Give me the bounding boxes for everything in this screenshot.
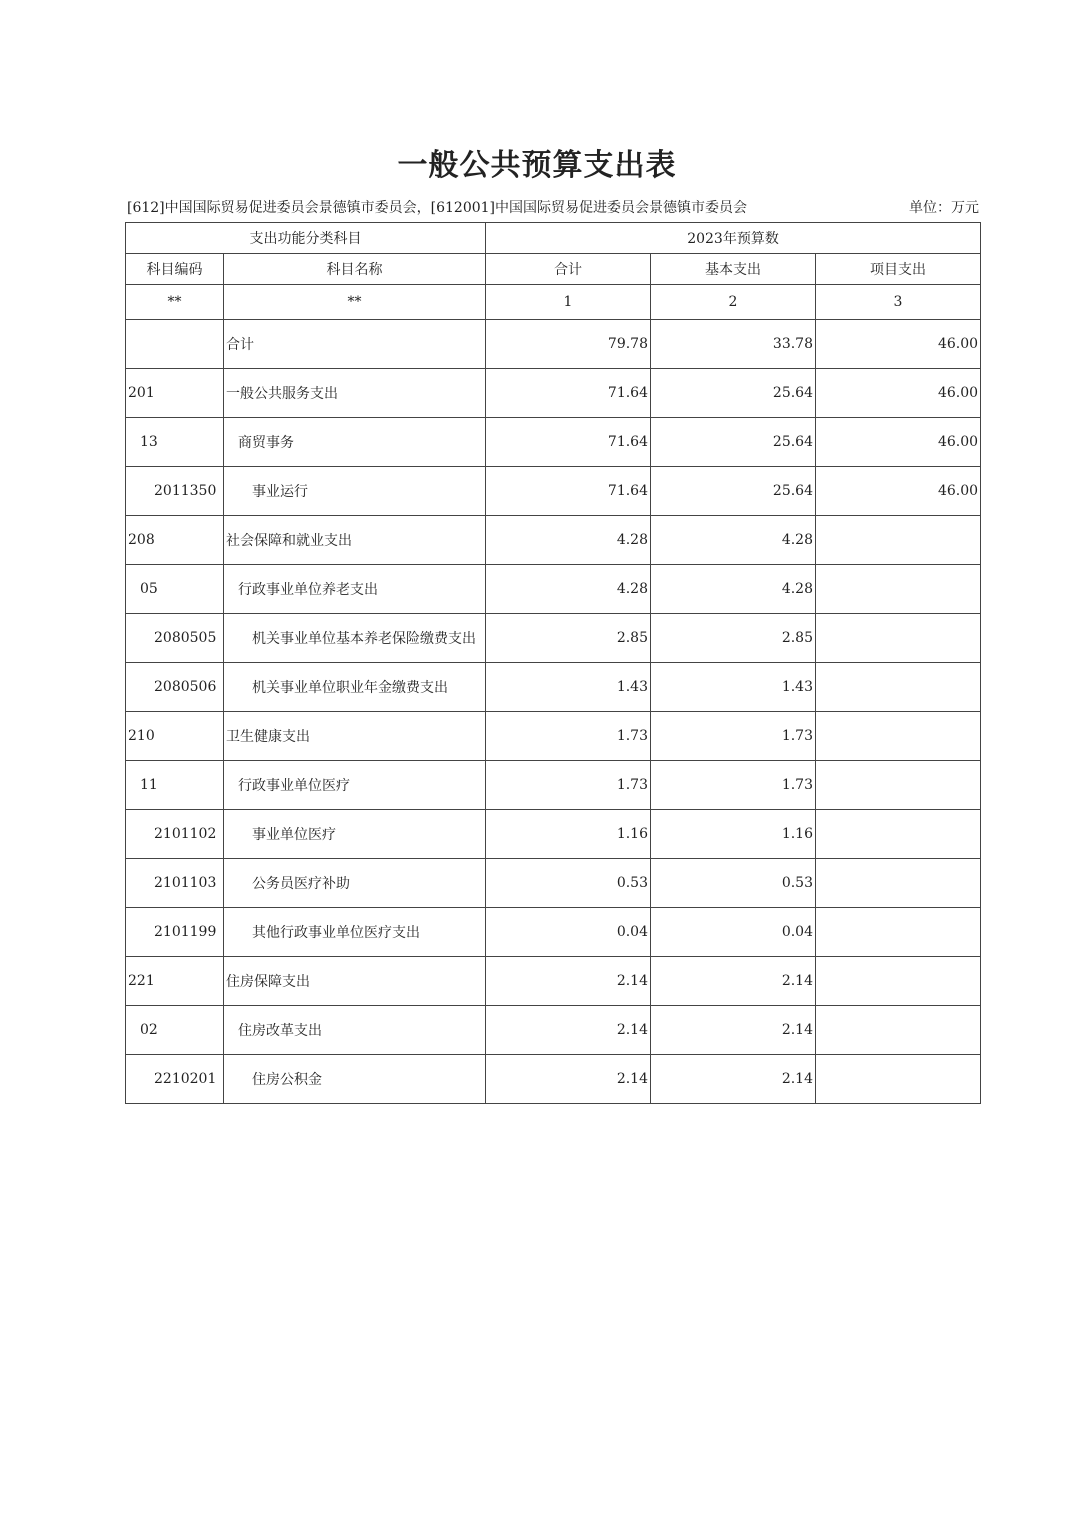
index-total: 1 <box>486 285 651 320</box>
table-row <box>126 859 981 908</box>
cell-project: 46.00 <box>816 320 981 369</box>
cell-total: 71.64 <box>486 467 651 516</box>
budget-table <box>125 222 981 1104</box>
index-code: ** <box>126 285 224 320</box>
header-code: 科目编码 <box>126 254 224 285</box>
cell-code: 2101102 <box>126 810 224 859</box>
cell-total: 79.78 <box>486 320 651 369</box>
cell-project <box>816 565 981 614</box>
table-row <box>126 810 981 859</box>
cell-project <box>816 908 981 957</box>
cell-project: 46.00 <box>816 418 981 467</box>
header-row-index <box>126 285 981 320</box>
header-row-columns <box>126 254 981 285</box>
cell-name: 社会保障和就业支出 <box>224 516 486 565</box>
cell-name: 机关事业单位职业年金缴费支出 <box>224 663 486 712</box>
cell-project <box>816 663 981 712</box>
index-project: 3 <box>816 285 981 320</box>
page-title: 一般公共预算支出表 <box>397 148 677 183</box>
cell-code: 210 <box>126 712 224 761</box>
cell-name: 其他行政事业单位医疗支出 <box>224 908 486 957</box>
table-row <box>126 467 981 516</box>
cell-name: 住房公积金 <box>224 1055 486 1104</box>
cell-code: 13 <box>126 418 224 467</box>
header-budget-year: 2023年预算数 <box>486 223 981 254</box>
cell-total: 0.04 <box>486 908 651 957</box>
cell-total: 2.85 <box>486 614 651 663</box>
cell-project: 46.00 <box>816 467 981 516</box>
cell-code <box>126 320 224 369</box>
header-name: 科目名称 <box>224 254 486 285</box>
cell-name: 一般公共服务支出 <box>224 369 486 418</box>
cell-basic: 25.64 <box>651 467 816 516</box>
cell-basic: 2.14 <box>651 957 816 1006</box>
cell-project <box>816 614 981 663</box>
subtitle-line <box>127 195 979 219</box>
cell-code: 221 <box>126 957 224 1006</box>
header-project: 项目支出 <box>816 254 981 285</box>
cell-total: 2.14 <box>486 957 651 1006</box>
cell-code: 2101199 <box>126 908 224 957</box>
cell-project: 46.00 <box>816 369 981 418</box>
cell-code: 2011350 <box>126 467 224 516</box>
cell-total: 71.64 <box>486 369 651 418</box>
cell-code: 05 <box>126 565 224 614</box>
table-row <box>126 663 981 712</box>
cell-total: 1.16 <box>486 810 651 859</box>
index-name: ** <box>224 285 486 320</box>
table-row <box>126 761 981 810</box>
header-function-class: 支出功能分类科目 <box>126 223 486 254</box>
table-row <box>126 1006 981 1055</box>
cell-total: 2.14 <box>486 1055 651 1104</box>
cell-basic: 25.64 <box>651 418 816 467</box>
cell-name: 事业运行 <box>224 467 486 516</box>
index-basic: 2 <box>651 285 816 320</box>
cell-total: 1.73 <box>486 712 651 761</box>
table-row <box>126 320 981 369</box>
cell-total: 1.73 <box>486 761 651 810</box>
cell-name: 事业单位医疗 <box>224 810 486 859</box>
cell-basic: 1.43 <box>651 663 816 712</box>
cell-project <box>816 516 981 565</box>
table-row <box>126 614 981 663</box>
cell-project <box>816 859 981 908</box>
cell-basic: 1.16 <box>651 810 816 859</box>
cell-basic: 2.14 <box>651 1006 816 1055</box>
cell-name: 住房保障支出 <box>224 957 486 1006</box>
cell-name: 行政事业单位医疗 <box>224 761 486 810</box>
cell-basic: 0.53 <box>651 859 816 908</box>
cell-total: 0.53 <box>486 859 651 908</box>
cell-total: 2.14 <box>486 1006 651 1055</box>
table-row <box>126 516 981 565</box>
header-row-group <box>126 223 981 254</box>
table-row <box>126 418 981 467</box>
cell-total: 4.28 <box>486 516 651 565</box>
cell-basic: 4.28 <box>651 516 816 565</box>
cell-project <box>816 1055 981 1104</box>
cell-project <box>816 712 981 761</box>
cell-code: 2080506 <box>126 663 224 712</box>
table-row <box>126 908 981 957</box>
cell-name: 公务员医疗补助 <box>224 859 486 908</box>
cell-total: 4.28 <box>486 565 651 614</box>
cell-name: 商贸事务 <box>224 418 486 467</box>
cell-name: 住房改革支出 <box>224 1006 486 1055</box>
cell-code: 2080505 <box>126 614 224 663</box>
cell-code: 201 <box>126 369 224 418</box>
table-row <box>126 1055 981 1104</box>
cell-code: 11 <box>126 761 224 810</box>
cell-name: 合计 <box>224 320 486 369</box>
cell-project <box>816 810 981 859</box>
cell-code: 2210201 <box>126 1055 224 1104</box>
header-basic: 基本支出 <box>651 254 816 285</box>
cell-total: 71.64 <box>486 418 651 467</box>
cell-basic: 4.28 <box>651 565 816 614</box>
cell-name: 机关事业单位基本养老保险缴费支出 <box>224 614 486 663</box>
cell-basic: 1.73 <box>651 761 816 810</box>
unit-label: 单位：万元 <box>909 200 979 216</box>
cell-total: 1.43 <box>486 663 651 712</box>
cell-code: 2101103 <box>126 859 224 908</box>
header-total: 合计 <box>486 254 651 285</box>
cell-code: 208 <box>126 516 224 565</box>
cell-basic: 0.04 <box>651 908 816 957</box>
table-row <box>126 957 981 1006</box>
cell-name: 行政事业单位养老支出 <box>224 565 486 614</box>
table-row <box>126 369 981 418</box>
cell-name: 卫生健康支出 <box>224 712 486 761</box>
cell-basic: 1.73 <box>651 712 816 761</box>
cell-project <box>816 957 981 1006</box>
cell-project <box>816 761 981 810</box>
cell-basic: 33.78 <box>651 320 816 369</box>
cell-basic: 2.85 <box>651 614 816 663</box>
cell-basic: 25.64 <box>651 369 816 418</box>
cell-project <box>816 1006 981 1055</box>
cell-basic: 2.14 <box>651 1055 816 1104</box>
table-row <box>126 712 981 761</box>
cell-code: 02 <box>126 1006 224 1055</box>
organization-label: [612]中国国际贸易促进委员会景德镇市委员会，[612001]中国国际贸易促进委员会景德镇市委员会 <box>127 200 748 216</box>
table-row <box>126 565 981 614</box>
